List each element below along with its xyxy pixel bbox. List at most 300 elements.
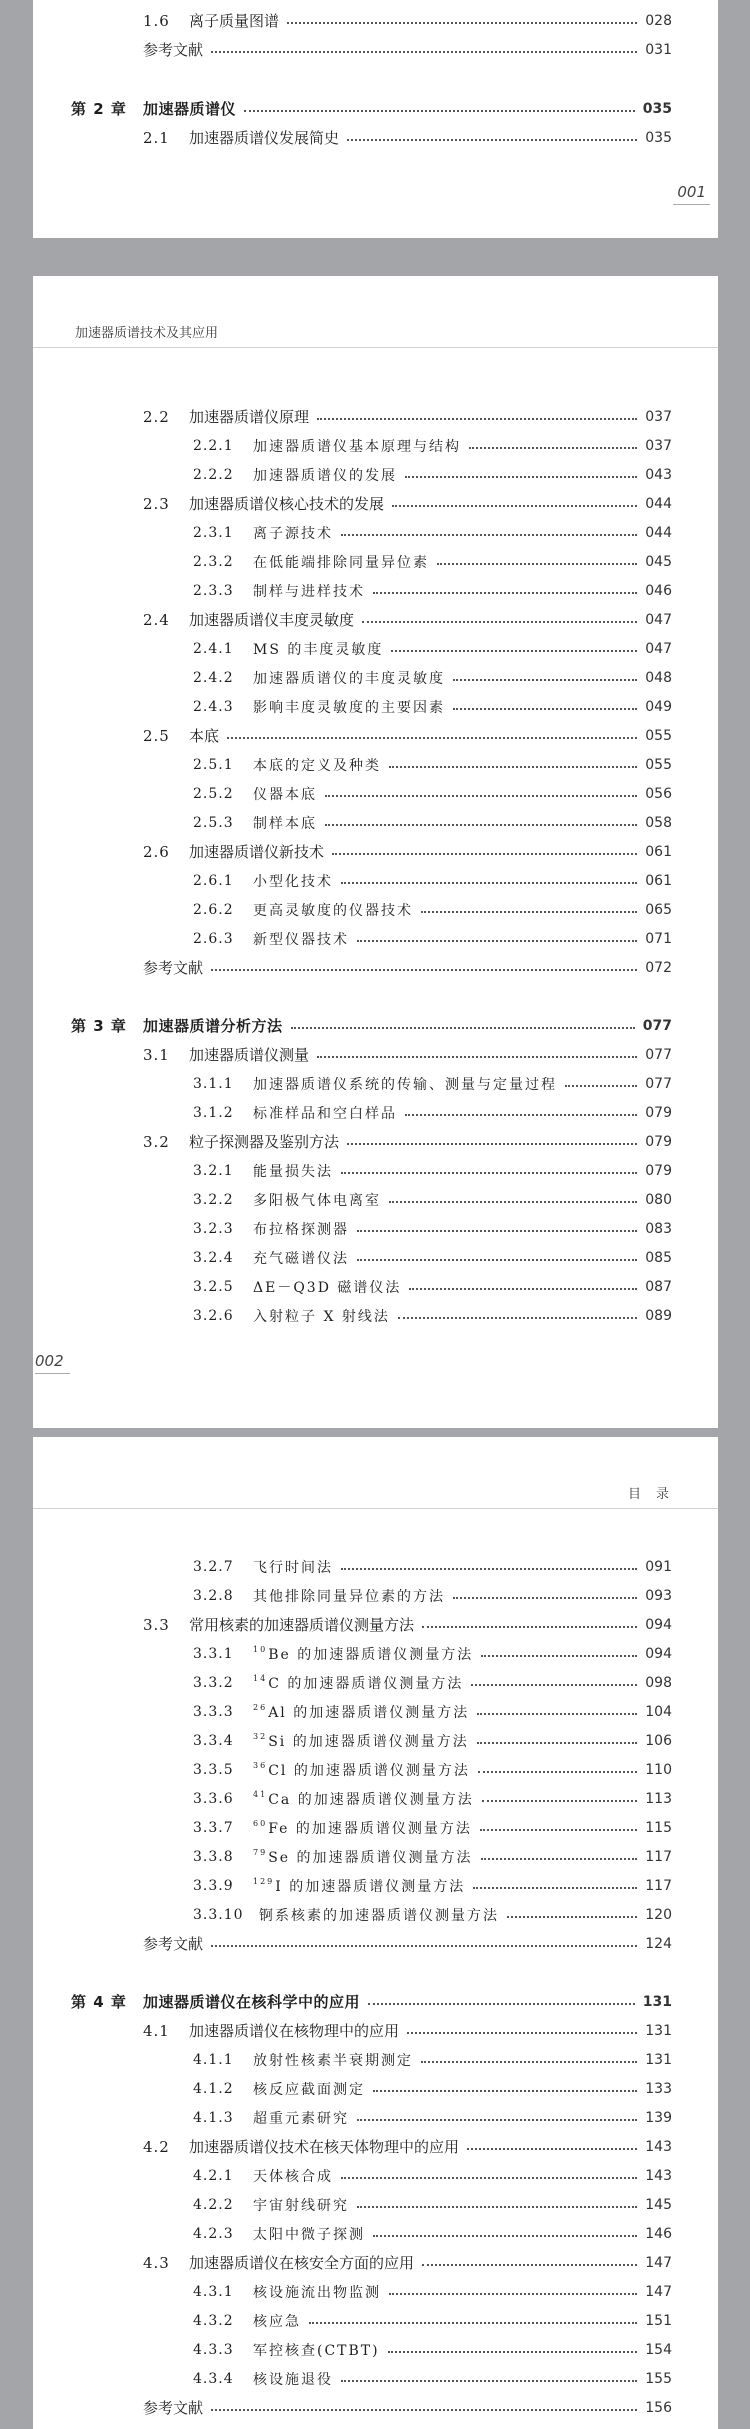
entry-title (253, 1644, 473, 1664)
toc-entry-section[interactable] (143, 2248, 672, 2277)
entry-page-number: 145 (645, 2196, 672, 2213)
toc-entry-subsection[interactable] (193, 460, 672, 489)
toc-entry-subsection[interactable] (193, 692, 672, 721)
entry-title (253, 2224, 365, 2244)
toc-entry-subsection[interactable] (193, 1871, 672, 1900)
toc-entry-section[interactable] (143, 402, 672, 431)
dot-leader (507, 1916, 637, 1918)
entry-title (253, 2340, 380, 2360)
entry-number: 3.3 (143, 1615, 170, 1634)
entry-page-number: 093 (645, 1587, 672, 1604)
isotope-mass-number: 41 (253, 1789, 268, 1799)
entry-title-text: 入射粒子 X 射线法 (253, 1308, 390, 1325)
dot-leader (317, 1056, 637, 1058)
toc-entry-section[interactable] (143, 2132, 672, 2161)
page-folio: 002 (35, 1352, 70, 1374)
toc-entry-subsection[interactable] (193, 1755, 672, 1784)
entry-title (253, 2282, 381, 2302)
dot-leader (341, 1172, 637, 1174)
entry-page-number: 113 (645, 1790, 672, 1807)
entry-page-number: 091 (645, 1558, 672, 1575)
entry-title-text: ΔE－Q3D 磁谱仪法 (253, 1279, 402, 1296)
entry-title (253, 1673, 463, 1693)
entry-page-number: 065 (645, 901, 672, 918)
dot-leader (422, 1626, 637, 1628)
entry-title-text: 仪器本底 (253, 786, 317, 803)
entry-title (259, 1905, 499, 1925)
dot-leader (478, 1771, 637, 1773)
entry-title (253, 784, 317, 804)
entry-title-text: 粒子探测器及鉴别方法 (189, 1133, 340, 1151)
entry-title-text: 宇宙射线研究 (253, 2197, 349, 2214)
toc-entry-chapter[interactable] (71, 1987, 672, 2016)
entry-number: 3.2 (143, 1132, 170, 1151)
toc-entry-subsection[interactable] (193, 1842, 672, 1871)
entry-title (189, 2252, 414, 2273)
toc-entry-subsection[interactable] (193, 1552, 672, 1581)
isotope-mass-number: 10 (253, 1644, 268, 1654)
toc-entry-subsection[interactable] (193, 750, 672, 779)
entry-number: 4.2.1 (193, 2167, 234, 2184)
dot-leader (482, 1800, 638, 1802)
entry-page-number: 094 (645, 1616, 672, 1633)
entry-number: 4.1 (143, 2021, 170, 2040)
entry-page-number: 077 (642, 1017, 672, 1034)
toc-entry-subsection[interactable] (193, 895, 672, 924)
dot-leader (244, 110, 635, 112)
entry-page-number: 031 (645, 41, 672, 58)
entry-number: 3.3.3 (193, 1703, 234, 1720)
toc-entry-subsection[interactable] (193, 866, 672, 895)
entry-title-text: Si 的加速器质谱仪测量方法 (268, 1733, 469, 1750)
dot-leader (437, 563, 637, 565)
entry-title-text: 加速器质谱仪的发展 (253, 467, 397, 484)
toc-entry-subsection[interactable] (193, 1214, 672, 1243)
toc-entry-references[interactable] (143, 2393, 672, 2422)
entry-number: 3.1.2 (193, 1104, 234, 1121)
entry-title (253, 552, 429, 572)
entry-number: 2.5.3 (193, 814, 234, 831)
toc-entry-chapter[interactable] (71, 1011, 672, 1040)
toc-entry-section[interactable] (143, 123, 672, 152)
entry-title-text: 标准样品和空白样品 (253, 1105, 397, 1122)
toc-entry-section[interactable] (143, 721, 672, 750)
entry-title (253, 523, 333, 543)
dot-leader (227, 737, 637, 739)
entry-title-text: 军控核查(CTBT) (253, 2342, 380, 2359)
dot-leader (357, 1230, 637, 1232)
dot-leader (368, 2003, 635, 2005)
entry-number: 2.5.2 (193, 785, 234, 802)
entry-page-number: 131 (645, 2051, 672, 2068)
entry-number: 2.5 (143, 726, 170, 745)
entry-number: 2.5.1 (193, 756, 234, 773)
entry-number: 3.2.7 (193, 1558, 234, 1575)
toc-entry-section[interactable] (143, 1127, 672, 1156)
toc-page-2 (33, 276, 718, 1428)
dot-leader (362, 621, 637, 623)
toc-entry-section[interactable] (143, 1610, 672, 1639)
entry-page-number: 047 (645, 640, 672, 657)
entry-number: 3.1.1 (193, 1075, 234, 1092)
entry-number: 4.3.1 (193, 2283, 234, 2300)
entry-title-text: 飞行时间法 (253, 1559, 333, 1576)
toc-entry-subsection[interactable] (193, 808, 672, 837)
dot-leader (309, 2322, 637, 2324)
dot-leader (357, 1259, 637, 1261)
entry-page-number: 124 (645, 1935, 672, 1952)
dot-leader (391, 650, 637, 652)
entry-number: 2.2 (143, 407, 170, 426)
entry-number: 3.3.10 (193, 1906, 244, 1923)
entry-page-number: 133 (645, 2080, 672, 2097)
toc-entry-section[interactable] (143, 837, 672, 866)
entry-page-number: 056 (645, 785, 672, 802)
entry-title-text: Cl 的加速器质谱仪测量方法 (268, 1762, 470, 1779)
entry-page-number: 139 (645, 2109, 672, 2126)
toc-entry-subsection[interactable] (193, 1900, 672, 1929)
dot-leader (389, 1201, 637, 1203)
entry-title (143, 1933, 203, 1954)
toc-entry-subsection[interactable] (193, 1301, 672, 1330)
dot-leader (392, 505, 637, 507)
dot-leader (405, 476, 637, 478)
chapter-number: 第 4 章 (71, 1993, 127, 2011)
dot-leader (332, 853, 637, 855)
entry-number: 2.2.1 (193, 437, 234, 454)
entry-page-number: 055 (645, 756, 672, 773)
entry-page-number: 049 (645, 698, 672, 715)
entry-title (253, 2108, 349, 2128)
entry-page-number: 028 (645, 12, 672, 29)
entry-page-number: 143 (645, 2138, 672, 2155)
dot-leader (453, 679, 637, 681)
entry-title-text: 加速器质谱分析方法 (143, 1017, 283, 1035)
dot-leader (398, 1317, 637, 1319)
chapter-title (143, 1991, 360, 2012)
entry-page-number: 079 (645, 1133, 672, 1150)
dot-leader (211, 1945, 637, 1947)
dot-leader (469, 447, 637, 449)
entry-number: 3.3.4 (193, 1732, 234, 1749)
entry-title (253, 465, 397, 485)
entry-page-number: 046 (645, 582, 672, 599)
dot-leader (317, 418, 637, 420)
entry-page-number: 154 (645, 2341, 672, 2358)
entry-page-number: 155 (645, 2370, 672, 2387)
entry-title (253, 929, 349, 949)
entry-title-text: 多阳极气体电离室 (253, 1192, 381, 1209)
entry-number: 4.2 (143, 2137, 170, 2156)
chapter-number: 第 3 章 (71, 1017, 127, 1035)
entry-page-number: 094 (645, 1645, 672, 1662)
entry-title-text: 太阳中微子探测 (253, 2226, 365, 2243)
entry-title (253, 2166, 333, 2186)
entry-number: 1.6 (143, 11, 170, 30)
dot-leader (481, 1655, 637, 1657)
dot-leader (409, 1288, 637, 1290)
entry-page-number: 061 (645, 843, 672, 860)
entry-title-text: 在低能端排除同量异位素 (253, 554, 429, 571)
dot-leader (453, 708, 637, 710)
entry-number: 2.6.2 (193, 901, 234, 918)
dot-leader (405, 1114, 637, 1116)
entry-number: 3.3.1 (193, 1645, 234, 1662)
entry-title (189, 1131, 339, 1152)
toc-entry-subsection[interactable] (193, 2190, 672, 2219)
dot-leader (407, 2032, 637, 2034)
toc-entry-subsection[interactable] (193, 547, 672, 576)
entry-page-number: 080 (645, 1191, 672, 1208)
entry-title-text: 加速器质谱仪系统的传输、测量与定量过程 (253, 1076, 557, 1093)
toc-entry-subsection[interactable] (193, 2335, 672, 2364)
toc-entry-section[interactable] (143, 6, 672, 35)
toc-entry-references[interactable] (143, 953, 672, 982)
entry-title (189, 493, 384, 514)
toc-entry-subsection[interactable] (193, 2045, 672, 2074)
toc-entry-subsection[interactable] (193, 1726, 672, 1755)
entry-title-text: 常用核素的加速器质谱仪测量方法 (189, 1616, 415, 1634)
entry-number: 3.2.4 (193, 1249, 234, 1266)
entry-page-number: 120 (645, 1906, 672, 1923)
entry-page-number: 072 (645, 959, 672, 976)
isotope-mass-number: 129 (253, 1876, 275, 1886)
entry-page-number: 117 (645, 1848, 672, 1865)
dot-leader (471, 1684, 637, 1686)
toc-entry-subsection[interactable] (193, 2277, 672, 2306)
toc-entry-section[interactable] (143, 489, 672, 518)
entry-title-text: 加速器质谱仪的丰度灵敏度 (253, 670, 445, 687)
entry-number: 3.2.8 (193, 1587, 234, 1604)
toc-entry-subsection[interactable] (193, 1784, 672, 1813)
entry-title (253, 900, 413, 920)
toc-entry-subsection[interactable] (193, 518, 672, 547)
entry-number: 4.2.2 (193, 2196, 234, 2213)
dot-leader (477, 1742, 638, 1744)
dot-leader (389, 766, 637, 768)
entry-title-text: 加速器质谱仪原理 (189, 408, 310, 426)
entry-title-text: 超重元素研究 (253, 2110, 349, 2127)
toc-entry-subsection[interactable] (193, 663, 672, 692)
entry-page-number: 143 (645, 2167, 672, 2184)
dot-leader (389, 2293, 637, 2295)
toc-entry-subsection[interactable] (193, 1697, 672, 1726)
isotope-mass-number: 32 (253, 1731, 268, 1741)
toc-entry-subsection[interactable] (193, 2364, 672, 2393)
toc-entry-subsection[interactable] (193, 2103, 672, 2132)
entry-number: 3.2.5 (193, 1278, 234, 1295)
entry-title-text: Fe 的加速器质谱仪测量方法 (268, 1820, 472, 1837)
entry-title-text: 本底 (189, 727, 220, 745)
toc-entry-subsection[interactable] (193, 1156, 672, 1185)
dot-leader (325, 824, 637, 826)
toc-entry-subsection[interactable] (193, 2219, 672, 2248)
running-head-title: 目 录 (627, 1487, 670, 1502)
entry-page-number: 058 (645, 814, 672, 831)
dot-leader (357, 940, 637, 942)
dot-leader (421, 2061, 637, 2063)
entry-title-text: 参考文献 (143, 1935, 204, 1953)
entry-title-text: 核反应截面测定 (253, 2081, 365, 2098)
entry-title-text: 加速器质谱仪基本原理与结构 (253, 438, 461, 455)
entry-title (253, 639, 383, 659)
toc-entry-subsection[interactable] (193, 431, 672, 460)
entry-page-number: 079 (645, 1104, 672, 1121)
dot-leader (291, 1027, 635, 1029)
entry-page-number: 079 (645, 1162, 672, 1179)
entry-number: 2.3.3 (193, 582, 234, 599)
toc-entry-subsection[interactable] (193, 779, 672, 808)
entry-title-text: 本底的定义及种类 (253, 757, 381, 774)
entry-title (189, 1044, 309, 1065)
toc-entry-subsection[interactable] (193, 1272, 672, 1301)
toc-entry-subsection[interactable] (193, 1069, 672, 1098)
chapter-number: 第 2 章 (71, 100, 127, 118)
entry-title-text: Al 的加速器质谱仪测量方法 (268, 1704, 470, 1721)
entry-title (253, 2050, 413, 2070)
chapter-title (143, 1015, 283, 1036)
toc-entry-subsection[interactable] (193, 2161, 672, 2190)
entry-page-number: 037 (645, 408, 672, 425)
toc-entry-subsection[interactable] (193, 2074, 672, 2103)
entry-title (253, 871, 333, 891)
entry-title (253, 1248, 349, 1268)
entry-page-number: 110 (645, 1761, 672, 1778)
entry-page-number: 106 (645, 1732, 672, 1749)
dot-leader (287, 22, 637, 24)
entry-number: 3.2.2 (193, 1191, 234, 1208)
dot-leader (341, 534, 637, 536)
entry-title-text: 新型仪器技术 (253, 931, 349, 948)
entry-title (253, 1586, 445, 1606)
toc-entry-subsection[interactable] (193, 2306, 672, 2335)
entry-title-text: 小型化技术 (253, 873, 333, 890)
toc-page-3 (33, 1437, 718, 2429)
entry-page-number: 061 (645, 872, 672, 889)
dot-leader (565, 1085, 637, 1087)
dot-leader (347, 1143, 637, 1145)
entry-title (253, 1103, 397, 1123)
toc-entry-subsection[interactable] (193, 1581, 672, 1610)
dot-leader (341, 1568, 637, 1570)
entry-title (189, 2136, 459, 2157)
toc-entry-subsection[interactable] (193, 1098, 672, 1127)
entry-title-text: Ca 的加速器质谱仪测量方法 (268, 1791, 474, 1808)
dot-leader (211, 2409, 637, 2411)
entry-page-number: 043 (645, 466, 672, 483)
entry-title (253, 2079, 365, 2099)
entry-title-text: 加速器质谱仪测量 (189, 1046, 310, 1064)
toc-entry-section[interactable] (143, 1040, 672, 1069)
toc-entry-subsection[interactable] (193, 1185, 672, 1214)
chapter-title: 加速器质谱仪 (143, 100, 237, 118)
entry-title-text: 加速器质谱仪核心技术的发展 (189, 495, 385, 513)
toc-entry-subsection[interactable] (193, 576, 672, 605)
toc-entry-subsection[interactable] (193, 924, 672, 953)
entry-number: 4.3.4 (193, 2370, 234, 2387)
entry-title-text: 能量损失法 (253, 1163, 333, 1180)
toc-entry-chapter[interactable] (71, 94, 672, 123)
entry-number: 4.2.3 (193, 2225, 234, 2242)
entry-page-number: 048 (645, 669, 672, 686)
toc-entry-subsection[interactable] (193, 634, 672, 663)
toc-entry-section[interactable] (143, 2016, 672, 2045)
entry-page-number: 147 (645, 2254, 672, 2271)
entry-title (253, 2369, 333, 2389)
entry-number: 3.3.2 (193, 1674, 234, 1691)
isotope-mass-number: 26 (253, 1702, 268, 1712)
dot-leader (467, 2148, 637, 2150)
entry-title (253, 1219, 349, 1239)
entry-page-number: 047 (645, 611, 672, 628)
entry-title-text: Se 的加速器质谱仪测量方法 (268, 1849, 473, 1866)
entry-page-number: 044 (645, 495, 672, 512)
entry-title-text: 其他排除同量异位素的方法 (253, 1588, 445, 1605)
entry-title-text: 锕系核素的加速器质谱仪测量方法 (259, 1907, 499, 1924)
entry-page-number: 098 (645, 1674, 672, 1691)
toc-page-1 (33, 0, 718, 238)
toc-entry-references[interactable] (143, 35, 672, 64)
entry-title-text: MS 的丰度灵敏度 (253, 641, 384, 658)
dot-leader (341, 2177, 637, 2179)
entry-number: 2.2.2 (193, 466, 234, 483)
toc-entry-subsection[interactable] (193, 1639, 672, 1668)
toc-entry-section[interactable] (143, 605, 672, 634)
entry-page-number: 083 (645, 1220, 672, 1237)
dot-leader (357, 2119, 637, 2121)
entry-title-text: 参考文献 (143, 959, 204, 977)
entry-page-number: 151 (645, 2312, 672, 2329)
entry-title-text: 加速器质谱仪技术在核天体物理中的应用 (189, 2138, 460, 2156)
entry-title (189, 609, 354, 630)
dot-leader (477, 1713, 637, 1715)
entry-title (143, 957, 203, 978)
entry-title (189, 2020, 399, 2041)
entry-title (253, 436, 461, 456)
toc-entry-subsection[interactable] (193, 1813, 672, 1842)
entry-page-number: 044 (645, 524, 672, 541)
entry-number: 3.3.6 (193, 1790, 234, 1807)
entry-title-text: 布拉格探测器 (253, 1221, 349, 1238)
entry-page-number: 085 (645, 1249, 672, 1266)
dot-leader (211, 51, 637, 53)
entry-number: 2.6 (143, 842, 170, 861)
entry-title (253, 1277, 401, 1297)
entry-page-number: 146 (645, 2225, 672, 2242)
dot-leader (480, 1829, 637, 1831)
dot-leader (341, 2380, 637, 2382)
dot-leader (481, 1858, 638, 1860)
toc-entry-references[interactable] (143, 1929, 672, 1958)
dot-leader (388, 2351, 638, 2353)
entry-page-number: 089 (645, 1307, 672, 1324)
entry-title (253, 1876, 465, 1896)
dot-leader (373, 592, 637, 594)
entry-number: 3.1 (143, 1045, 170, 1064)
entry-title (253, 697, 445, 717)
entry-title (253, 1760, 470, 1780)
entry-title-text: 加速器质谱仪在核安全方面的应用 (189, 2254, 415, 2272)
entry-number: 3.3.7 (193, 1819, 234, 1836)
entry-title-text: 加速器质谱仪新技术 (189, 843, 325, 861)
entry-title (253, 1161, 333, 1181)
entry-title-text: 核设施流出物监测 (253, 2284, 381, 2301)
entry-page-number: 045 (645, 553, 672, 570)
toc-entry-subsection[interactable] (193, 1243, 672, 1272)
entry-number: 2.6.1 (193, 872, 234, 889)
toc-entry-subsection[interactable] (193, 1668, 672, 1697)
entry-title-text: 核应急 (253, 2313, 301, 2330)
